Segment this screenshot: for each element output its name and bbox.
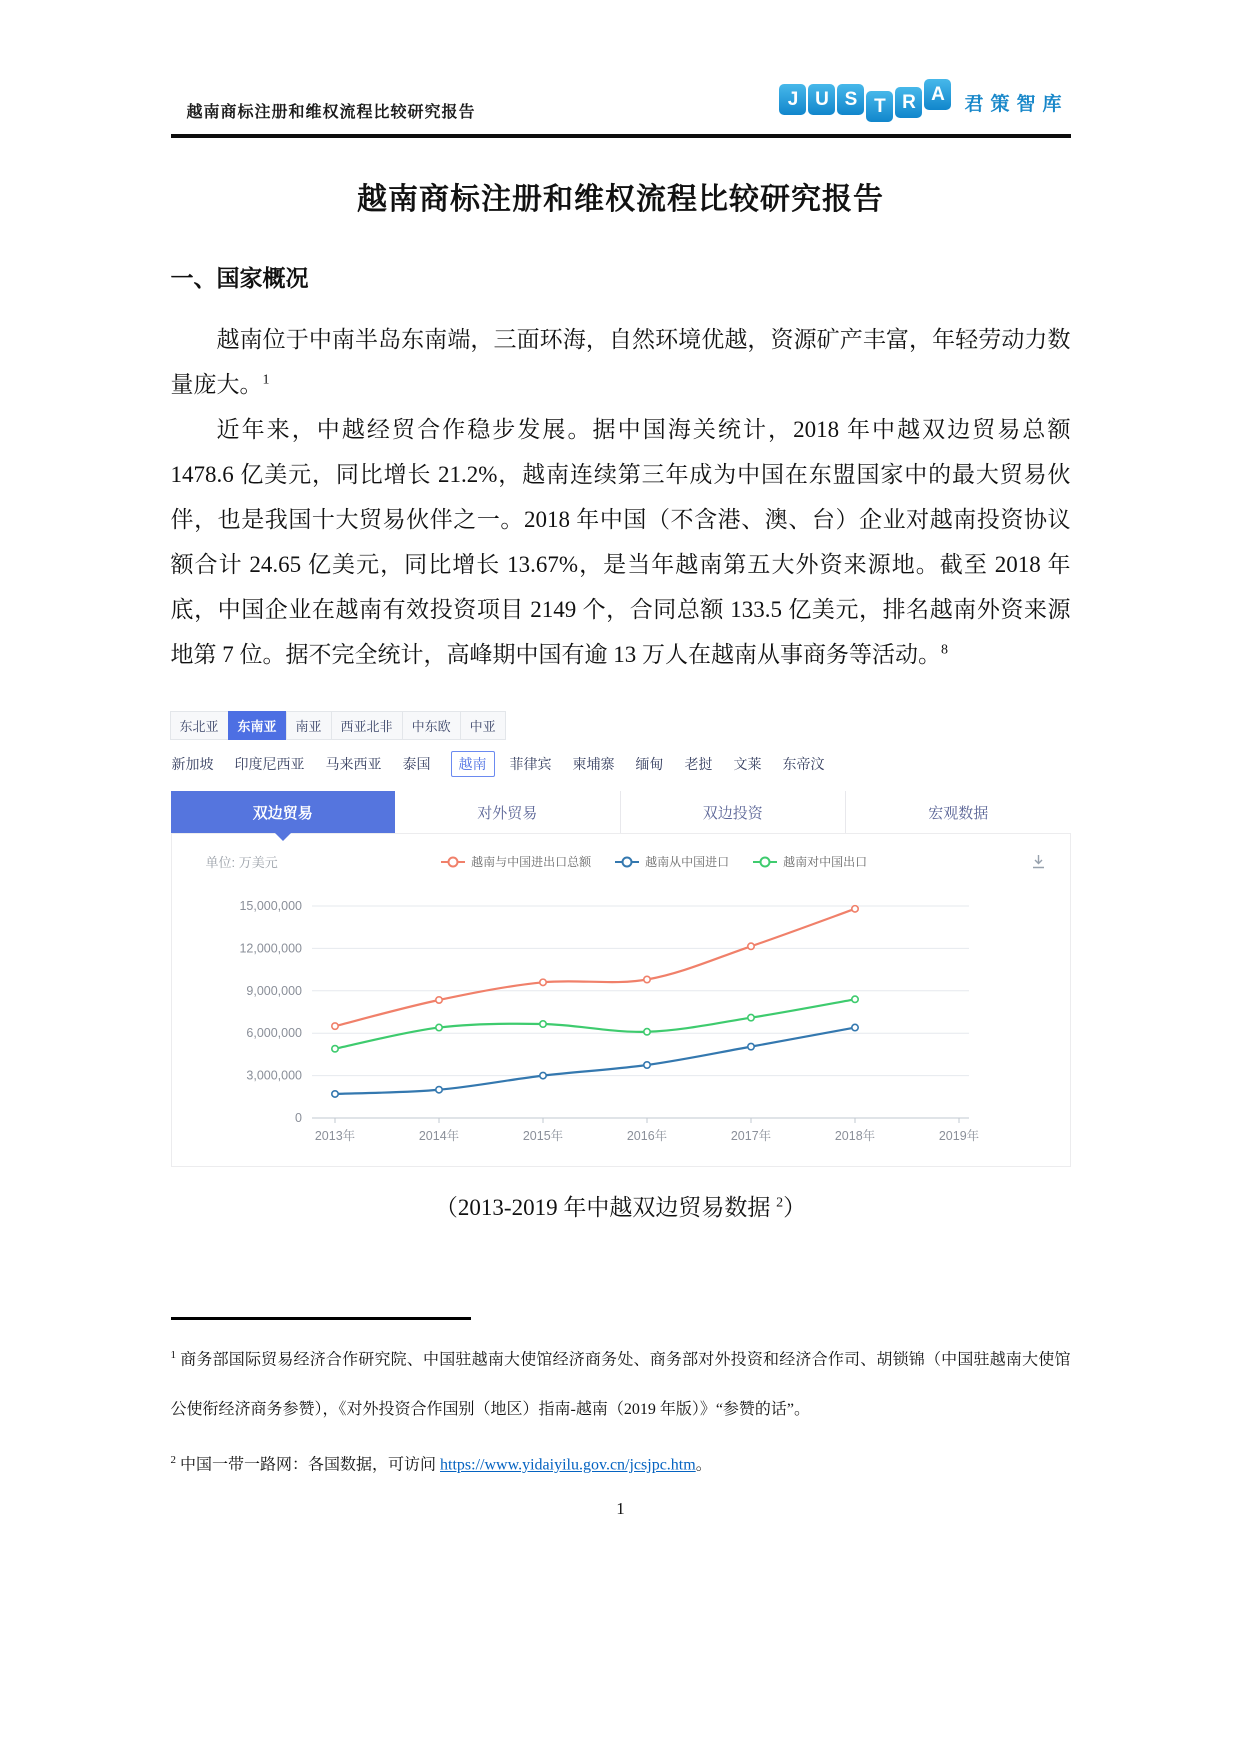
logo-letter-tile: S (837, 84, 864, 115)
page-number: 1 (616, 1498, 625, 1518)
region-tab-selected[interactable]: 东南亚 (228, 711, 287, 740)
region-tab[interactable]: 西亚北非 (331, 711, 403, 740)
svg-text:2016年: 2016年 (626, 1129, 667, 1143)
page-title: 越南商标注册和维权流程比较研究报告 (357, 183, 884, 216)
footnotes (171, 1330, 1071, 1491)
legend-marker (441, 861, 465, 863)
footnote-2-text-after: 。 (695, 1456, 712, 1474)
footnote-separator (171, 1317, 471, 1320)
svg-text:2017年: 2017年 (730, 1129, 771, 1143)
legend-item[interactable] (441, 853, 591, 870)
caption-close: ） (783, 1195, 807, 1220)
svg-text:6,000,000: 6,000,000 (245, 1026, 302, 1041)
header-doc-title: 越南商标注册和维权流程比较研究报告 (186, 104, 476, 121)
footnote-2-text: 中国一带一路网：各国数据，可访问 (180, 1456, 441, 1474)
country-tab[interactable]: 缅甸 (635, 756, 664, 772)
logo-brand-text: 君策智库 (964, 93, 1069, 115)
unit-label: 单位: 万美元 (205, 855, 278, 870)
region-tab[interactable]: 东北亚 (170, 711, 229, 740)
country-tab[interactable]: 菲律宾 (509, 756, 552, 772)
section-heading: 一、国家概况 (170, 266, 309, 291)
footnote-1 (171, 1330, 1071, 1435)
footnote-2-link[interactable]: https://www.yidaiyilu.gov.cn/jcsjpc.htm (440, 1456, 696, 1474)
svg-text:0: 0 (294, 1111, 302, 1125)
country-tab[interactable]: 东帝汶 (782, 756, 825, 772)
svg-text:2018年: 2018年 (834, 1129, 875, 1143)
trade-line-chart[interactable] (172, 878, 1063, 1164)
caption-text: （2013-2019 年中越双边贸易数据 (434, 1195, 771, 1220)
country-tab[interactable]: 泰国 (402, 756, 431, 772)
legend-item[interactable] (615, 853, 729, 870)
country-tab-selected[interactable]: 越南 (451, 751, 495, 777)
region-tab[interactable]: 中东欧 (402, 711, 461, 740)
download-icon[interactable] (1031, 854, 1046, 870)
region-tab[interactable]: 南亚 (286, 711, 332, 740)
country-tab[interactable]: 新加坡 (171, 756, 214, 772)
paragraph-2 (171, 407, 1071, 677)
legend-item[interactable] (753, 853, 867, 870)
chart-legend (278, 853, 1031, 870)
chart-caption (171, 1189, 1071, 1222)
paragraph-1-text: 越南位于中南半岛东南端，三面环海，自然环境优越，资源矿产丰富，年轻劳动力数量庞大。 (170, 327, 1071, 397)
logo-letter-tile: R (895, 87, 922, 118)
footnote-ref-1: 1 (262, 372, 270, 388)
footnote-2-marker: 2 (170, 1454, 176, 1467)
logo-letter-tile: A (924, 79, 951, 110)
logo-letter-tiles (779, 82, 951, 122)
country-tab[interactable]: 印度尼西亚 (234, 756, 305, 772)
footnote-ref-8: 8 (941, 642, 948, 658)
legend-label: 越南与中国进出口总额 (471, 855, 592, 869)
footnote-1-marker: 1 (170, 1349, 176, 1361)
svg-text:2014年: 2014年 (418, 1129, 459, 1143)
legend-marker (615, 861, 639, 863)
svg-text:2013年: 2013年 (314, 1129, 355, 1143)
svg-text:12,000,000: 12,000,000 (238, 941, 302, 956)
data-tabs (171, 791, 1071, 833)
paragraph-2-text: 近年来，中越经贸合作稳步发展。据中国海关统计，2018 年中越双边贸易总额 1478.6 亿美元，同比增长 21.2%，越南连续第三年成为中国在东盟国家中的最大贸易伙伴，也是我国十大贸易伙伴之一。2018 年中国（不含港、澳、台）企业对越南投资协议额合计 24.65 亿美元，同比增长 13.67%，是当年越南第五大外资来源地。截至 2018 年底，中国企业在越南有效投资项目 2149 个，合同总额 133.5 亿美元，排名越南外资来源地第 7 位。据不完全统计，高峰期中国有逾 13 万人在越南从事商务等活动。 (170, 417, 1071, 667)
data-tab[interactable]: 双边投资 (620, 791, 846, 833)
data-tab-selected[interactable]: 双边贸易 (171, 791, 396, 833)
footnote-1-text: 商务部国际贸易经济合作研究院、中国驻越南大使馆经济商务处、商务部对外投资和经济合作司、胡锁锦（中国驻越南大使馆公使衔经济商务参赞），《对外投资合作国别（地区）指南-越南（2019 年版）》“参赞的话”。 (170, 1351, 1071, 1419)
logo-letter-tile: T (866, 91, 893, 122)
data-tab[interactable]: 对外贸易 (477, 804, 538, 822)
svg-text:15,000,000: 15,000,000 (238, 899, 302, 913)
caption-footnote-ref: 2 (776, 1195, 784, 1211)
logo-letter-tile: U (808, 84, 835, 115)
svg-text:3,000,000: 3,000,000 (245, 1068, 302, 1083)
country-tab[interactable]: 马来西亚 (325, 756, 382, 772)
chart-widget (171, 711, 1071, 1167)
data-tab[interactable]: 宏观数据 (845, 791, 1071, 833)
svg-text:9,000,000: 9,000,000 (245, 983, 302, 998)
legend-label: 越南对中国出口 (783, 855, 868, 869)
country-tabs (171, 751, 1071, 777)
chart-panel (171, 833, 1071, 1167)
logo-letter-tile: J (779, 84, 806, 115)
country-tab[interactable]: 柬埔寨 (572, 756, 615, 772)
country-tab[interactable]: 文莱 (733, 756, 762, 772)
justra-logo (779, 82, 1070, 122)
region-tabs (171, 711, 1071, 740)
svg-text:2019年: 2019年 (938, 1129, 979, 1143)
header-rule (171, 134, 1071, 138)
chart-panel-top (172, 834, 1070, 871)
footnote-2 (171, 1435, 1071, 1490)
region-tab[interactable]: 中亚 (460, 711, 506, 740)
country-tab[interactable]: 老挝 (684, 756, 713, 772)
paragraph-1 (171, 317, 1071, 407)
legend-marker (753, 861, 777, 863)
svg-text:2015年: 2015年 (522, 1129, 563, 1143)
page-header (171, 0, 1071, 122)
legend-label: 越南从中国进口 (645, 855, 730, 869)
